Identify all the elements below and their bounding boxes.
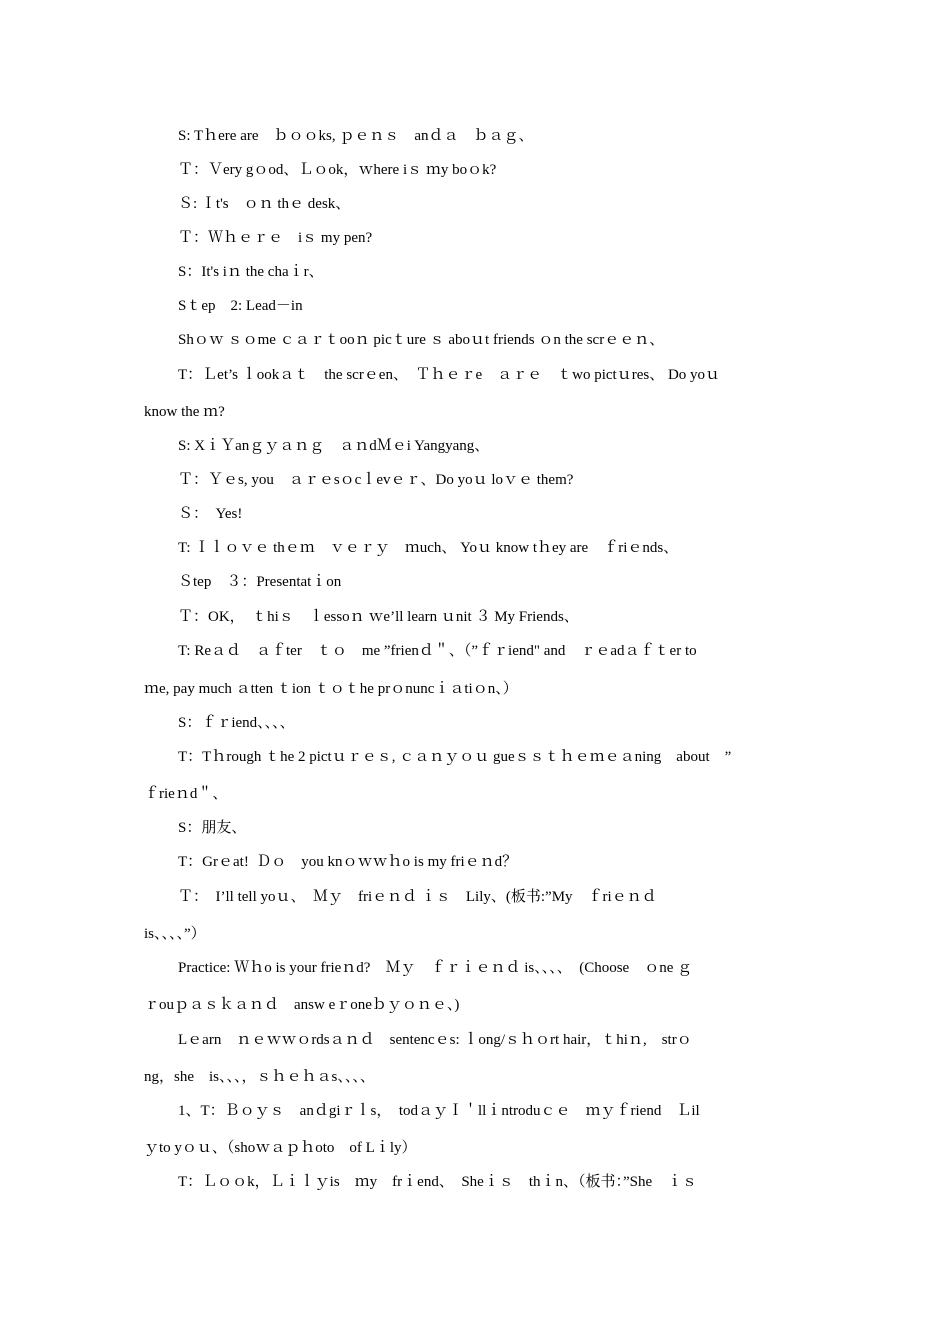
text-line: know the ｍ? (144, 404, 225, 420)
text-line: ｒouｐａｓｋａｎｄ answ eｒoneｂｙｏｎｅ、) (144, 997, 460, 1013)
text-line: ｙto yｏｕ、（shoｗａｐｈoto of Lｉly） (144, 1140, 417, 1156)
text-line: Sｔep 2: Lead－in (178, 298, 303, 314)
text-line: S：ｆｒiend、、、、 (178, 715, 295, 731)
text-line: Ｓ: Ｉt's ｏｎ thｅ desk、 (178, 196, 351, 212)
text-line: Ｔ：Ｗｈｅｒｅ iｓ my pen? (178, 230, 373, 246)
text-line: T：Grｅat! Ｄｏ you knｏｗｗｈo is my friｅｎd？ (178, 854, 518, 870)
text-line: T：Ｌet’s ｌookａｔ the scrｅen、 Ｔｈｅｒe ａｒｅ ｔwo pictｕres、 Do yoｕ (178, 367, 721, 383)
text-line: ng，she is、、、，ｓｈｅｈａs、、、、 (144, 1069, 375, 1085)
text-line: Lｅarn ｎｅｗｗｏrdsａｎｄ sentencｅs: ｌong/ｓｈｏrt hair，ｔhiｎ, strｏ (178, 1032, 692, 1048)
text-line: Ｔ：OK， ｔhiｓ ｌessoｎ ｗe’ll learn ｕnit ３ My Friends、 (178, 609, 579, 625)
text-line: S：It's iｎ the chaｉr、 (178, 264, 324, 280)
text-line: ｆrieｎd＂、 (144, 786, 228, 802)
text-line: Ｔ： I’ll tell yoｕ、 Ｍｙ friｅｎｄ ｉｓ Lily、(板书:”My ｆriｅｎｄ (178, 889, 657, 905)
text-line: 1、T：Ｂｏｙｓ anｄgiｒｌs， todａｙＩ＇llｉntroduｃｅ ｍｙｆriend Ｌil (178, 1103, 700, 1119)
text-line: T: Reａｄ ａｆter ｔｏ me ”frienｄ＂、（”ｆｒiend" and ｒｅadａｆｔer to (178, 643, 697, 659)
text-line: S: Tｈere are ｂｏｏks, ｐｅｎｓ anｄａ ｂａｇ、 (178, 128, 534, 144)
text-line: Ｓ： Yes! (178, 506, 243, 522)
text-line: S：朋友、 (178, 820, 247, 836)
text-line: Ｓtep ３：Presentatｉon (178, 574, 342, 590)
text-line: Ｔ：Ｖery gｏod、Ｌｏok，ｗhere iｓ ｍy boｏk? (178, 162, 497, 178)
text-line: Practice: Ｗｈo is your frieｎd? Ｍｙ ｆｒｉｅｎｄ is、、、、 (Choose ｏne ｇ (178, 960, 693, 976)
text-line: T: Ｉｌｏｖｅ thｅｍ ｖｅｒｙ ｍuch、 Yoｕ know tｈey are ｆriｅnds、 (178, 540, 679, 556)
text-line: Ｔ：Ｙｅs, you ａｒｅsｏcｌevｅｒ、Do yoｕ loｖｅ them? (178, 472, 574, 488)
text-line: T：Tｈrough ｔhe 2 pictｕｒｅｓ, ｃａｎｙｏｕ gueｓｓｔｈｅｍｅａning about ” (178, 749, 732, 765)
text-line: is、、、、”） (144, 926, 206, 942)
text-line: S: XｉＹanｇｙａｎｇ ａｎdＭｅi Yangyang、 (178, 438, 490, 454)
text-line: ｍe, pay much ａtten ｔion ｔｏｔhe prｏnuncｉａtiｏn、） (144, 681, 518, 697)
text-line: Shｏｗ ｓｏme ｃａｒｔooｎ picｔure ｓ aboｕt friends ｏn the scrｅｅｎ、 (178, 332, 665, 348)
text-line: T：Ｌｏｏk，Ｌｉｌｙis ｍy frｉend、 Sheｉｓ thｉn、（板书：”She ｉｓ (178, 1174, 698, 1190)
